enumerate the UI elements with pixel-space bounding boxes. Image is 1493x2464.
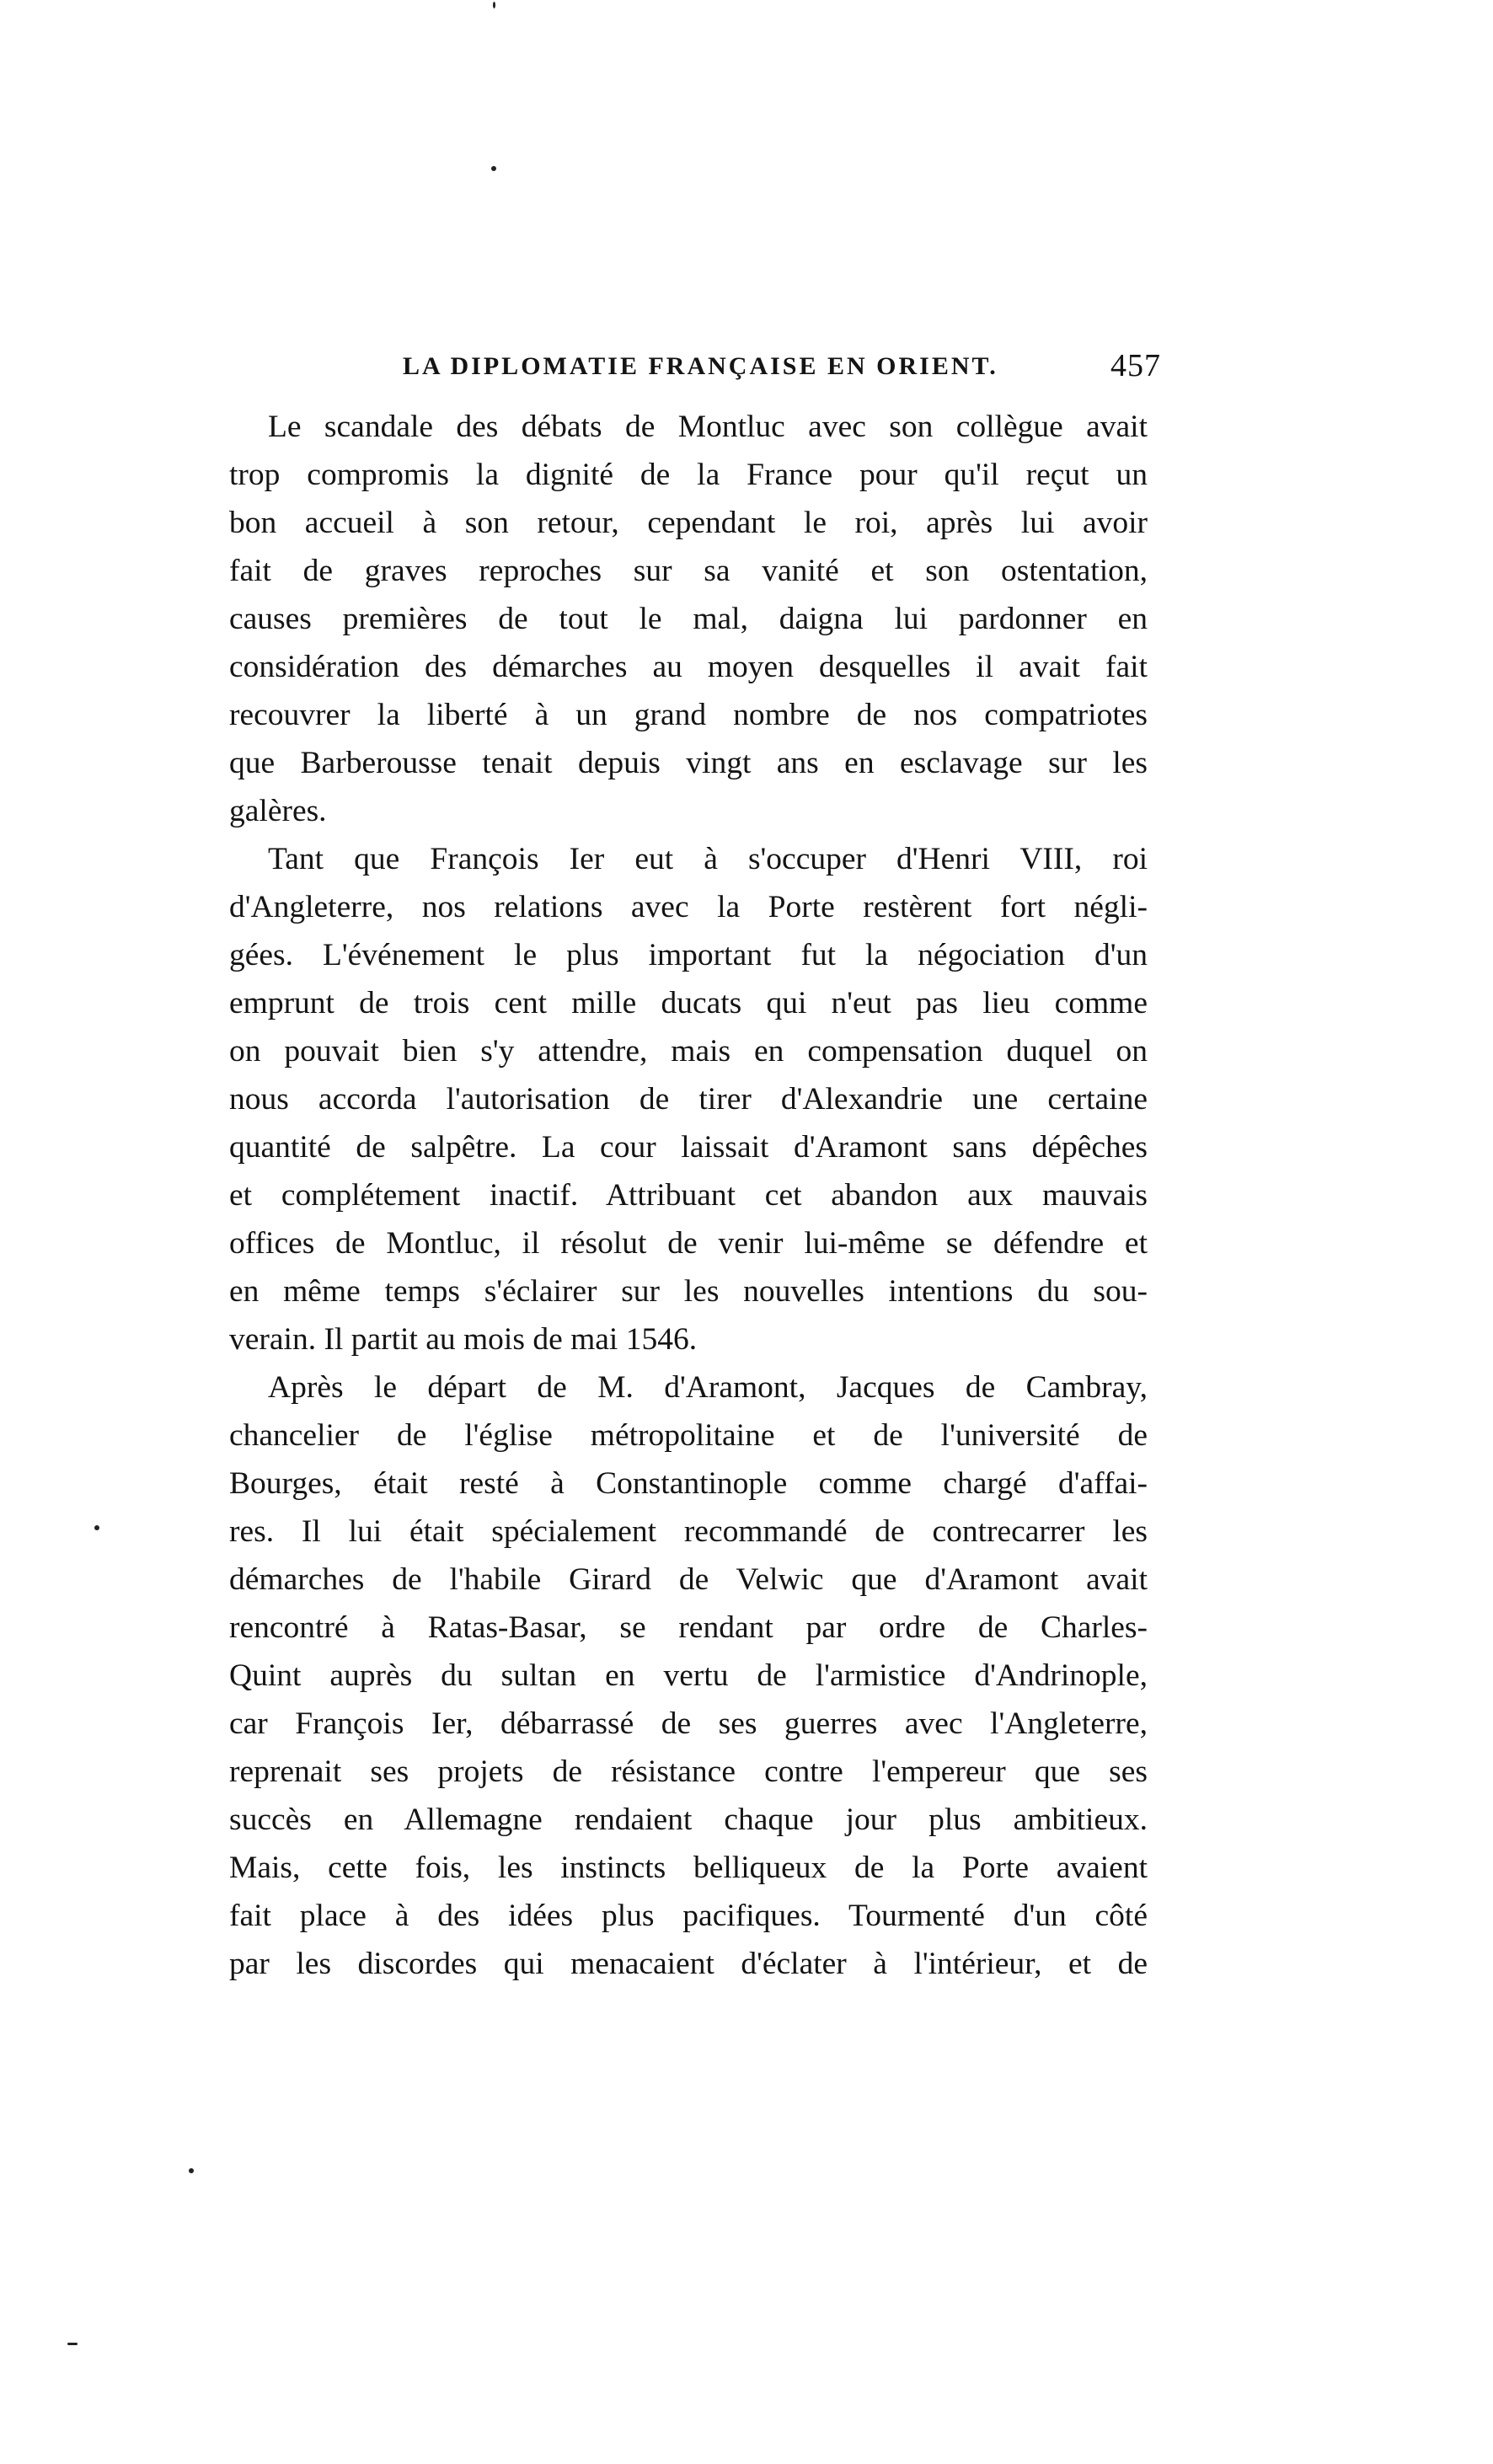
scan-speck — [94, 1525, 99, 1530]
text-line: bon accueil à son retour, cependant le roi, après lui avoir — [229, 506, 1148, 540]
running-head: LA DIPLOMATIE FRANÇAISE EN ORIENT. — [403, 352, 998, 380]
text-line: trop compromis la dignité de la France pour qu'il reçut un — [229, 458, 1148, 492]
text-line: succès en Allemagne rendaient chaque jour plus ambitieux. — [229, 1802, 1148, 1837]
text-line: Après le départ de M. d'Aramont, Jacques de Cambray, — [268, 1370, 1148, 1405]
text-line: rencontré à Ratas-Basar, se rendant par ordre de Charles- — [229, 1610, 1148, 1645]
text-line: par les discordes qui menacaient d'éclater à l'intérieur, et de — [229, 1947, 1148, 1981]
scan-speck — [493, 2, 495, 8]
text-line: galères. — [229, 794, 327, 828]
text-line: gées. L'événement le plus important fut la négociation d'un — [229, 938, 1148, 972]
scan-speck — [491, 166, 496, 171]
body-text — [229, 403, 1148, 1988]
text-line: chancelier de l'église métropolitaine et de l'université de — [229, 1418, 1148, 1453]
text-line: reprenait ses projets de résistance contre l'empereur que ses — [229, 1754, 1148, 1789]
text-line: Quint auprès du sultan en vertu de l'armistice d'Andrinople, — [229, 1658, 1148, 1693]
text-line: Le scandale des débats de Montluc avec son collègue avait — [268, 410, 1148, 444]
text-line: car François Ier, débarrassé de ses guerres avec l'Angleterre, — [229, 1706, 1148, 1741]
text-line: verain. Il partit au mois de mai 1546. — [229, 1322, 698, 1357]
text-line: offices de Montluc, il résolut de venir lui-même se défendre et — [229, 1226, 1148, 1261]
text-line: nous accorda l'autorisation de tirer d'Alexandrie une certaine — [229, 1082, 1148, 1117]
text-line: et complétement inactif. Attribuant cet abandon aux mauvais — [229, 1178, 1148, 1213]
text-line: fait place à des idées plus pacifiques. Tourmenté d'un côté — [229, 1899, 1148, 1933]
text-line: on pouvait bien s'y attendre, mais en compensation duquel on — [229, 1034, 1148, 1069]
text-line: démarches de l'habile Girard de Velwic que d'Aramont avait — [229, 1562, 1148, 1597]
scan-speck — [189, 2168, 194, 2173]
page-header — [403, 348, 1161, 394]
text-line: d'Angleterre, nos relations avec la Porte restèrent fort négli- — [229, 890, 1148, 924]
page-number: 457 — [1110, 348, 1161, 383]
text-line: emprunt de trois cent mille ducats qui n'eut pas lieu comme — [229, 986, 1148, 1020]
text-line: fait de graves reproches sur sa vanité et son ostentation, — [229, 554, 1148, 588]
text-line: res. Il lui était spécialement recommandé de contrecarrer les — [229, 1514, 1148, 1549]
text-line: causes premières de tout le mal, daigna lui pardonner en — [229, 602, 1148, 636]
text-line: Mais, cette fois, les instincts belliqueux de la Porte avaient — [229, 1851, 1148, 1885]
scan-speck — [67, 2343, 78, 2345]
text-line: en même temps s'éclairer sur les nouvelles intentions du sou- — [229, 1274, 1148, 1309]
text-line: considération des démarches au moyen desquelles il avait fait — [229, 650, 1148, 684]
text-line: Bourges, était resté à Constantinople comme chargé d'affai- — [229, 1466, 1148, 1501]
text-line: quantité de salpêtre. La cour laissait d'Aramont sans dépêches — [229, 1130, 1148, 1165]
text-line: Tant que François Ier eut à s'occuper d'Henri VIII, roi — [268, 842, 1148, 876]
text-line: que Barberousse tenait depuis vingt ans en esclavage sur les — [229, 746, 1148, 780]
text-line: recouvrer la liberté à un grand nombre de nos compatriotes — [229, 698, 1148, 732]
